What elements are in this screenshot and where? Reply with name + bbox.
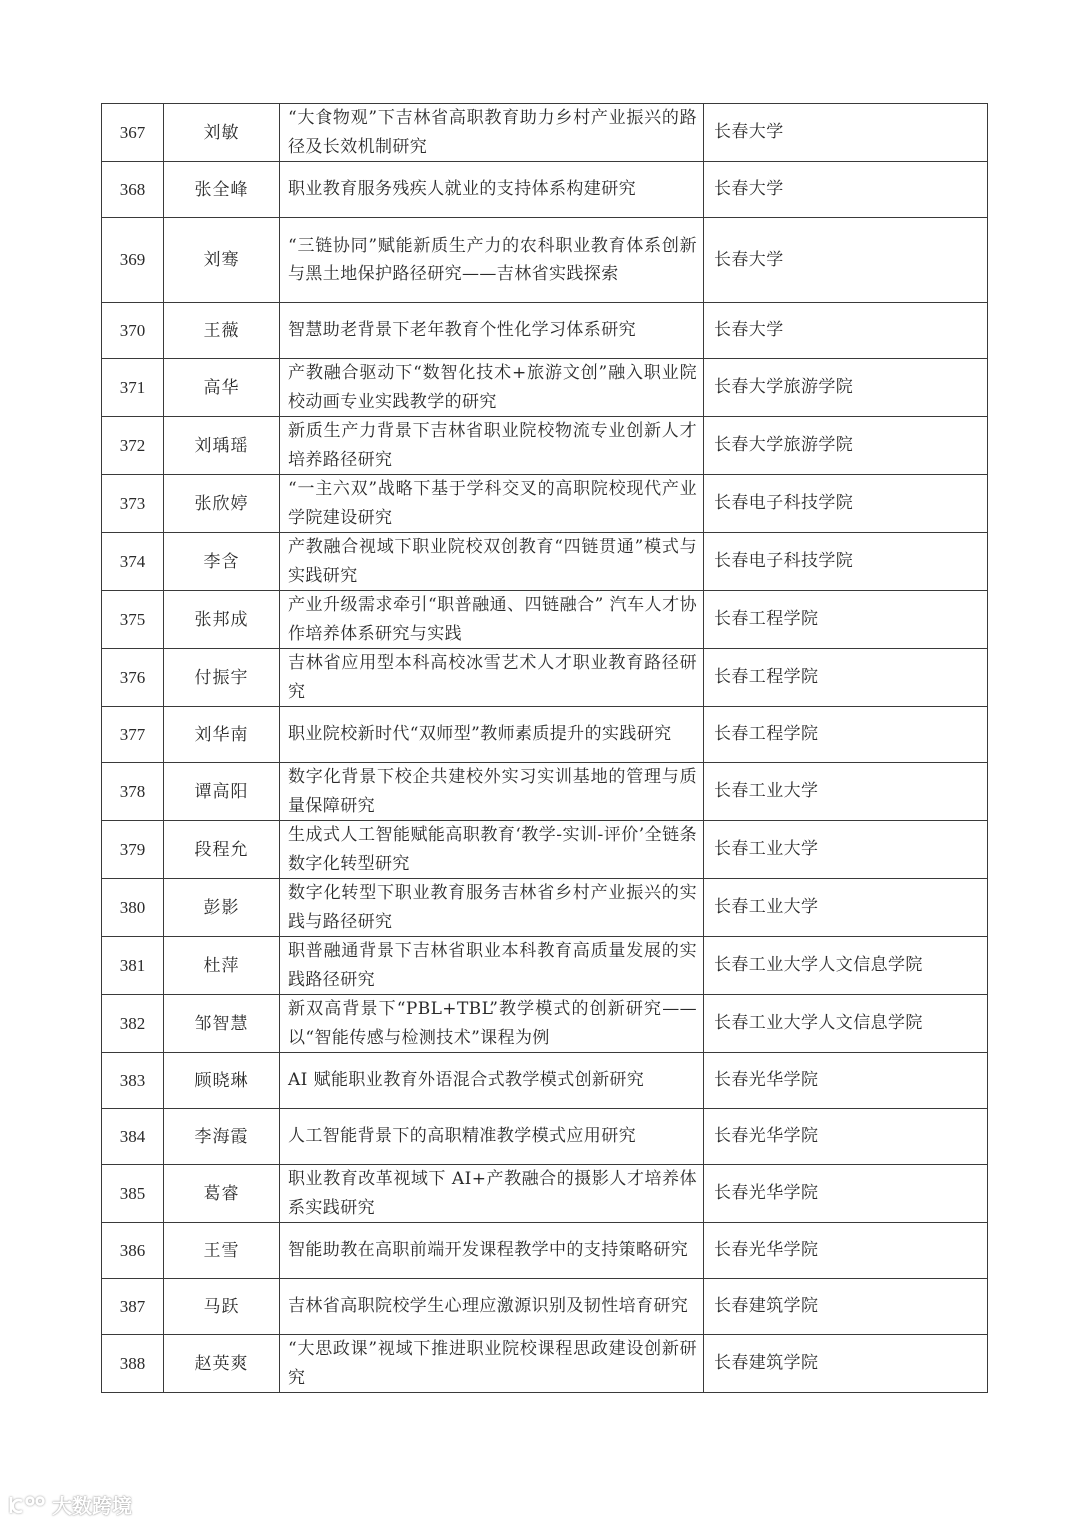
project-title: 智能助教在高职前端开发课程教学中的支持策略研究 [288, 1240, 689, 1261]
table-row [102, 1165, 988, 1223]
project-title-cell [280, 763, 704, 821]
project-list-table [101, 103, 988, 1393]
institution-name: 长春大学旅游学院 [714, 435, 854, 456]
project-title: 产教融合驱动下“数智化技术+旅游文创”融入职业院校动画专业实践教学的研究 [288, 363, 697, 412]
applicant-name: 李海霞 [164, 1109, 280, 1165]
row-number: 384 [102, 1109, 164, 1165]
row-number: 375 [102, 591, 164, 649]
institution-name: 长春工业大学人文信息学院 [714, 1013, 923, 1034]
institution-name: 长春建筑学院 [714, 1353, 819, 1374]
project-title: “大食物观”下吉林省高职教育助力乡村产业振兴的路径及长效机制研究 [288, 108, 697, 157]
institution-cell [704, 218, 988, 303]
row-number: 372 [102, 417, 164, 475]
table-row [102, 763, 988, 821]
project-title-cell [280, 475, 704, 533]
institution-name: 长春光华学院 [714, 1183, 819, 1204]
institution-cell [704, 475, 988, 533]
applicant-name: 刘华南 [164, 707, 280, 763]
applicant-name: 杜萍 [164, 937, 280, 995]
project-title: 吉林省高职院校学生心理应激源识别及韧性培育研究 [288, 1296, 689, 1317]
project-title-cell [280, 707, 704, 763]
institution-cell [704, 591, 988, 649]
applicant-name: 葛睿 [164, 1165, 280, 1223]
project-title-cell [280, 1335, 704, 1393]
institution-name: 长春大学 [714, 320, 784, 341]
project-title-cell [280, 104, 704, 162]
institution-cell [704, 995, 988, 1053]
table-row [102, 995, 988, 1053]
institution-cell [704, 162, 988, 218]
row-number: 380 [102, 879, 164, 937]
institution-cell [704, 417, 988, 475]
applicant-name: 刘敏 [164, 104, 280, 162]
institution-cell [704, 763, 988, 821]
project-title: 职普融通背景下吉林省职业本科教育高质量发展的实践路径研究 [288, 941, 697, 990]
row-number: 379 [102, 821, 164, 879]
table-row [102, 475, 988, 533]
applicant-name: 张欣婷 [164, 475, 280, 533]
table-body [102, 104, 988, 1393]
row-number: 383 [102, 1053, 164, 1109]
table-row [102, 218, 988, 303]
institution-name: 长春大学 [714, 122, 784, 143]
table-row [102, 821, 988, 879]
project-title-cell [280, 649, 704, 707]
row-number: 369 [102, 218, 164, 303]
row-number: 385 [102, 1165, 164, 1223]
institution-name: 长春工程学院 [714, 724, 819, 745]
institution-name: 长春工程学院 [714, 609, 819, 630]
project-title: “一主六双”战略下基于学科交叉的高职院校现代产业学院建设研究 [288, 479, 697, 528]
project-title-cell [280, 303, 704, 359]
project-title: 职业教育服务残疾人就业的支持体系构建研究 [288, 179, 636, 200]
applicant-name: 马跃 [164, 1279, 280, 1335]
institution-name: 长春工业大学人文信息学院 [714, 955, 923, 976]
row-number: 378 [102, 763, 164, 821]
project-title-cell [280, 1279, 704, 1335]
institution-cell [704, 1335, 988, 1393]
project-title-cell [280, 591, 704, 649]
project-title: 职业教育改革视域下 AI+产教融合的摄影人才培养体系实践研究 [288, 1169, 697, 1218]
institution-cell [704, 649, 988, 707]
applicant-name: 赵英爽 [164, 1335, 280, 1393]
table-row [102, 359, 988, 417]
applicant-name: 刘骞 [164, 218, 280, 303]
table-row [102, 303, 988, 359]
applicant-name: 张邦成 [164, 591, 280, 649]
institution-cell [704, 1223, 988, 1279]
institution-cell [704, 303, 988, 359]
institution-name: 长春工程学院 [714, 667, 819, 688]
project-title: 产业升级需求牵引“职普融通、四链融合” 汽车人才协作培养体系研究与实践 [288, 595, 697, 644]
row-number: 381 [102, 937, 164, 995]
project-title: 吉林省应用型本科高校冰雪艺术人才职业教育路径研究 [288, 653, 697, 702]
table-row [102, 1109, 988, 1165]
project-title: 智慧助老背景下老年教育个性化学习体系研究 [288, 320, 636, 341]
project-title-cell [280, 162, 704, 218]
project-title: 生成式人工智能赋能高职教育‘教学-实训-评价’全链条数字化转型研究 [288, 825, 697, 874]
project-title: 数字化背景下校企共建校外实习实训基地的管理与质量保障研究 [288, 767, 697, 816]
row-number: 367 [102, 104, 164, 162]
table-row [102, 591, 988, 649]
project-title: 新双高背景下“PBL+TBL”教学模式的创新研究——以“智能传感与检测技术”课程为例 [288, 999, 697, 1048]
institution-name: 长春建筑学院 [714, 1296, 819, 1317]
institution-name: 长春大学 [714, 179, 784, 200]
institution-name: 长春光华学院 [714, 1240, 819, 1261]
project-title: 职业院校新时代“双师型”教师素质提升的实践研究 [288, 724, 672, 745]
table-row [102, 533, 988, 591]
row-number: 382 [102, 995, 164, 1053]
row-number: 371 [102, 359, 164, 417]
applicant-name: 王薇 [164, 303, 280, 359]
row-number: 370 [102, 303, 164, 359]
project-title-cell [280, 218, 704, 303]
table-row [102, 104, 988, 162]
institution-cell [704, 1165, 988, 1223]
table-row [102, 1335, 988, 1393]
institution-cell [704, 937, 988, 995]
project-title-cell [280, 821, 704, 879]
applicant-name: 邹智慧 [164, 995, 280, 1053]
row-number: 376 [102, 649, 164, 707]
institution-name: 长春电子科技学院 [714, 551, 854, 572]
project-title-cell [280, 533, 704, 591]
project-title-cell [280, 417, 704, 475]
institution-name: 长春光华学院 [714, 1126, 819, 1147]
row-number: 368 [102, 162, 164, 218]
applicant-name: 付振宇 [164, 649, 280, 707]
table-row [102, 1053, 988, 1109]
applicant-name: 张全峰 [164, 162, 280, 218]
dashuju-logo-icon [8, 1493, 48, 1517]
table-row [102, 707, 988, 763]
row-number: 374 [102, 533, 164, 591]
watermark-text: 大数跨境 [52, 1494, 132, 1518]
project-title: “三链协同”赋能新质生产力的农科职业教育体系创新与黑土地保护路径研究——吉林省实践探索 [288, 235, 697, 284]
institution-cell [704, 1109, 988, 1165]
row-number: 386 [102, 1223, 164, 1279]
row-number: 388 [102, 1335, 164, 1393]
applicant-name: 顾晓琳 [164, 1053, 280, 1109]
table-row [102, 879, 988, 937]
project-title-cell [280, 937, 704, 995]
institution-cell [704, 359, 988, 417]
institution-name: 长春工业大学 [714, 781, 819, 802]
table-row [102, 937, 988, 995]
applicant-name: 刘瑀瑶 [164, 417, 280, 475]
institution-name: 长春光华学院 [714, 1070, 819, 1091]
institution-cell [704, 707, 988, 763]
project-title-cell [280, 995, 704, 1053]
project-title: 产教融合视域下职业院校双创教育“四链贯通”模式与实践研究 [288, 537, 697, 586]
institution-cell [704, 1053, 988, 1109]
institution-cell [704, 821, 988, 879]
row-number: 377 [102, 707, 164, 763]
applicant-name: 段程允 [164, 821, 280, 879]
project-title-cell [280, 1109, 704, 1165]
applicant-name: 王雪 [164, 1223, 280, 1279]
institution-name: 长春工业大学 [714, 839, 819, 860]
project-title: AI 赋能职业教育外语混合式教学模式创新研究 [288, 1070, 645, 1091]
institution-cell [704, 1279, 988, 1335]
project-title-cell [280, 359, 704, 417]
institution-cell [704, 104, 988, 162]
table-row [102, 162, 988, 218]
row-number: 373 [102, 475, 164, 533]
table-row [102, 1223, 988, 1279]
institution-name: 长春大学 [714, 249, 784, 270]
project-title-cell [280, 1053, 704, 1109]
table-row [102, 417, 988, 475]
table-row [102, 1279, 988, 1335]
project-title: 新质生产力背景下吉林省职业院校物流专业创新人才培养路径研究 [288, 421, 697, 470]
project-title: 数字化转型下职业教育服务吉林省乡村产业振兴的实践与路径研究 [288, 883, 697, 932]
applicant-name: 谭高阳 [164, 763, 280, 821]
applicant-name: 高华 [164, 359, 280, 417]
project-title-cell [280, 1165, 704, 1223]
project-title: 人工智能背景下的高职精准教学模式应用研究 [288, 1126, 636, 1147]
applicant-name: 彭影 [164, 879, 280, 937]
watermark [8, 1490, 132, 1519]
row-number: 387 [102, 1279, 164, 1335]
institution-name: 长春工业大学 [714, 897, 819, 918]
applicant-name: 李含 [164, 533, 280, 591]
institution-cell [704, 533, 988, 591]
project-title-cell [280, 879, 704, 937]
table-row [102, 649, 988, 707]
project-title: “大思政课”视域下推进职业院校课程思政建设创新研究 [288, 1339, 697, 1388]
project-title-cell [280, 1223, 704, 1279]
institution-cell [704, 879, 988, 937]
institution-name: 长春电子科技学院 [714, 493, 854, 514]
institution-name: 长春大学旅游学院 [714, 377, 854, 398]
